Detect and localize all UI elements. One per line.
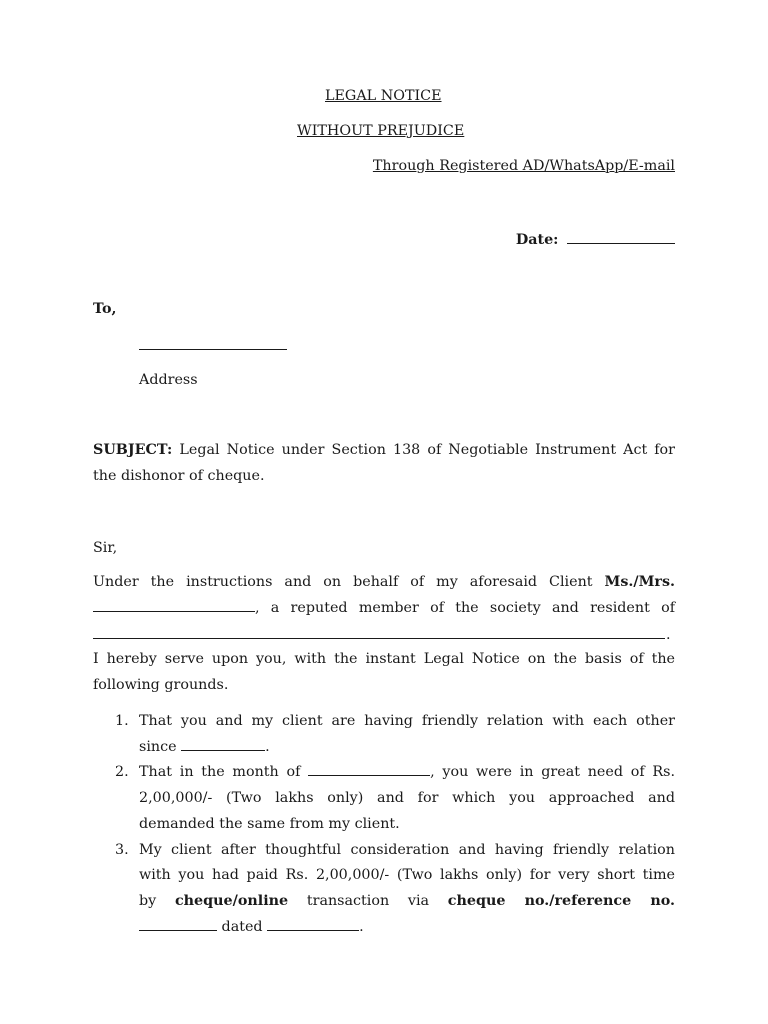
client-title: Ms./Mrs. [604,574,675,590]
intro-text-1: Under the instructions and on behalf of my aforesaid Client [93,574,593,590]
addressee-name-blank [139,349,287,350]
item-1-line-2 [139,734,675,760]
item-3-line-4 [139,914,675,940]
item-1-line-1: That you and my client are having friendly relation with each other [139,713,675,729]
item-1-since-blank [181,736,265,751]
date-row [516,229,675,249]
notice-subtitle: WITHOUT PREJUDICE [297,123,465,139]
intro-line-2 [93,595,675,621]
item-2-text-a: That in the month of [139,764,301,780]
client-name-blank [93,597,255,612]
item-3-period: . [359,919,364,935]
intro-line-1 [93,569,675,595]
item-2-number: 2. [115,764,129,780]
grounds-intro-line-2: following grounds. [93,677,229,693]
subject-line-2: the dishonor of cheque. [93,468,265,484]
subject-line-1 [93,437,675,463]
item-2-line-2: 2,00,000/- (Two lakhs only) and for which you approached and [139,790,675,806]
legal-notice-page [93,0,675,1024]
grounds-intro-line-1: I hereby serve upon you, with the instant Legal Notice on the basis of the [93,651,675,667]
item-2-line-1 [139,759,675,785]
item-3-date-blank [267,916,359,931]
client-residence-blank [93,638,665,639]
item-1-since: since [139,739,177,755]
item-3-line-1: My client after thoughtful consideration and having friendly relation [139,842,675,858]
address-label: Address [139,372,198,388]
item-3-by: by [139,893,157,909]
salutation: Sir, [93,540,118,556]
delivery-mode: Through Registered AD/WhatsApp/E-mail [372,158,675,174]
intro-end-period: . [666,627,671,643]
date-label: Date: [515,232,559,248]
item-3-transaction-via: transaction via [306,893,430,909]
notice-title: LEGAL NOTICE [325,88,442,104]
item-3-number: 3. [115,842,129,858]
item-3-line-2: with you had paid Rs. 2,00,000/- (Two lakhs only) for very short time [139,867,675,883]
item-3-reference-blank [139,916,217,931]
item-3-line-3 [139,888,675,914]
item-2-month-blank [308,761,430,776]
item-1-number: 1. [115,713,129,729]
item-3-payment-mode: cheque/online [174,893,289,909]
item-2-text-b: , you were in great need of Rs. [430,764,675,780]
subject-text-1: Legal Notice under Section 138 of Negotiable Instrument Act for [179,442,675,458]
to-label: To, [93,301,117,317]
intro-text-2: , a reputed member of the society and resident of [255,600,675,616]
subject-label: SUBJECT: [93,442,173,458]
item-1-period: . [265,739,270,755]
date-blank [567,229,675,244]
item-2-line-3: demanded the same from my client. [139,816,400,832]
item-3-dated: dated [221,919,263,935]
item-3-reference-label: cheque no./reference no. [447,893,676,909]
